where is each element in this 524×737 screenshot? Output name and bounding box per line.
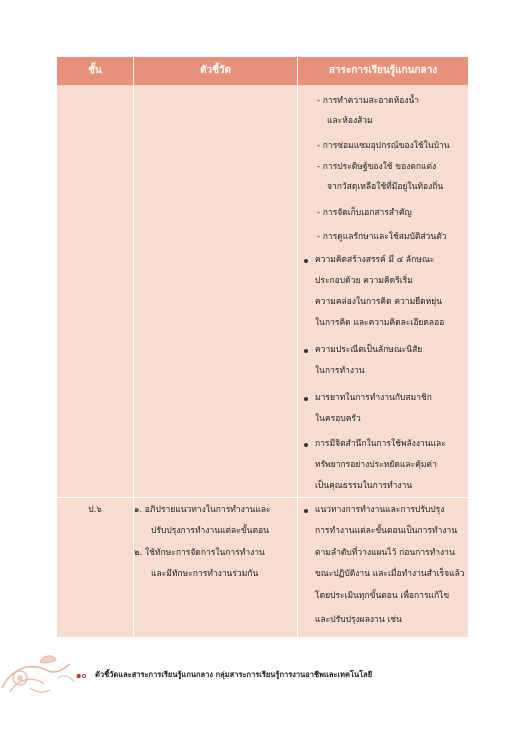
content-line: ขณะปฏิบัติงาน และเมื่อทำงานสำเร็จแล้ว — [315, 569, 465, 579]
indicator-line: และมีทักษะการทำงานร่วมกัน — [151, 569, 259, 579]
content-line: การมีจิตสำนึกในการใช้พลังงานและ — [315, 439, 446, 449]
content-line: และปรับปรุงผลงาน เช่น — [315, 615, 402, 625]
curriculum-table — [57, 57, 468, 637]
content-line: ในครอบครัว — [315, 414, 361, 424]
content-line: ในการทำงาน — [315, 366, 365, 376]
content-line: ความคิดสร้างสรรค์ มี ๔ ลักษณะ — [315, 255, 435, 265]
column-divider — [297, 57, 298, 637]
content-line: - การจัดเก็บเอกสารสำคัญ — [317, 208, 412, 218]
header-indicator: ตัวชี้วัด — [199, 65, 231, 76]
content-line: แนวทางการทำงานและการปรับปรุง — [315, 505, 445, 515]
content-line: ตามลำดับที่วางแผนไว้ ก่อนการทำงาน — [315, 548, 455, 558]
table-header — [57, 57, 468, 85]
content-line: จากวัสดุเหลือใช้ที่มีอยู่ในท้องถิ่น — [327, 182, 444, 192]
content-line: - การทำความสะอาดห้องน้ำ — [317, 96, 420, 106]
indicator-line: ปรับปรุงการทำงานแต่ละขั้นตอน — [151, 526, 269, 536]
content-line: - การซ่อมแซมอุปกรณ์ของใช้ในบ้าน — [317, 141, 450, 151]
indicator-line: ๑. อภิปรายแนวทางในการทำงานและ — [134, 505, 271, 515]
content-line: ความคล่องในการคิด ความยืดหยุ่น — [315, 297, 443, 307]
bullet-icon — [304, 349, 308, 353]
content-line: - การประดิษฐ์ของใช้ ของตกแต่ง — [317, 162, 437, 172]
content-line: ในการคิด และความคิดละเอียดลออ — [315, 318, 445, 328]
content-line: การทำงานแต่ละขั้นตอนเป็นการทำงาน — [315, 526, 458, 536]
content-line: และห้องส้วม — [327, 116, 373, 126]
content-line: มารยาทในการทำงานกับสมาชิก — [315, 393, 432, 403]
grade-cell: ป.๖ — [88, 505, 102, 515]
content-line: ความประณีตเป็นลักษณะนิสัย — [315, 345, 423, 355]
floral-ornament-icon — [0, 648, 80, 700]
content-line: เป็นคุณธรรมในการทำงาน — [315, 481, 413, 491]
bullet-icon — [304, 509, 308, 513]
page-number: ๑๐ — [76, 671, 87, 681]
content-line: - การดูแลรักษาและใช้สมบัติส่วนตัว — [317, 232, 447, 242]
footer-title: ตัวชี้วัดและสาระการเรียนรู้แกนกลาง กลุ่มสาระการเรียนรู้การงานอาชีพและเทคโนโลยี — [95, 670, 373, 679]
indicator-line: ๒. ใช้ทักษะการจัดการในการทำงาน — [134, 548, 265, 558]
content-line: ทรัพยากรอย่างประหยัดและคุ้มค่า — [315, 460, 437, 470]
bullet-icon — [304, 443, 308, 447]
header-content: สาระการเรียนรู้แกนกลาง — [328, 65, 438, 76]
content-line: โดยประเมินทุกขั้นตอน เพื่อการแก้ไข — [315, 591, 450, 601]
header-grade: ชั้น — [88, 65, 102, 76]
content-line: ประกอบด้วย ความคิดริเริ่ม — [315, 276, 413, 286]
row-divider — [57, 497, 468, 498]
bullet-icon — [304, 259, 308, 263]
bullet-icon — [304, 397, 308, 401]
